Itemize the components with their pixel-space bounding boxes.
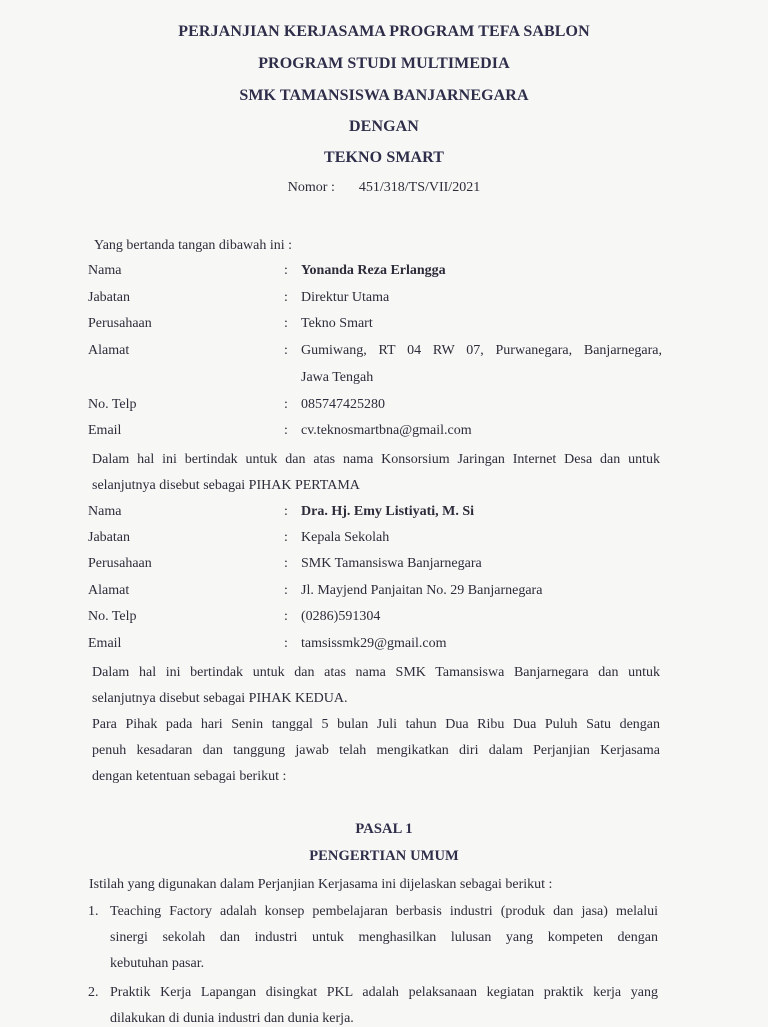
party2-perusahaan: SMK Tamansiswa Banjarnegara — [301, 556, 482, 571]
field-label: Email — [88, 423, 122, 438]
doc-title-line-1: PERJANJIAN KERJASAMA PROGRAM TEFA SABLON — [178, 23, 590, 40]
field-label: Perusahaan — [88, 316, 152, 331]
intro-text: Yang bertanda tangan dibawah ini : — [94, 238, 293, 253]
field-colon: : — [284, 290, 288, 305]
field-colon: : — [284, 343, 288, 358]
list-item-line: Teaching Factory adalah konsep pembelajaran berbasis industri (produk dan jasa) melalui — [110, 904, 658, 919]
field-colon: : — [284, 316, 288, 331]
party1-alamat-row — [88, 343, 688, 363]
field-label: Nama — [88, 263, 122, 278]
party1-email: cv.teknosmartbna@gmail.com — [301, 423, 472, 438]
party1-jabatan: Direktur Utama — [301, 290, 390, 305]
pasal-title: PASAL 1 — [355, 821, 413, 837]
field-label: Jabatan — [88, 530, 130, 545]
party1-nama-row — [88, 263, 688, 283]
field-label: Jabatan — [88, 290, 130, 305]
field-label: Email — [88, 636, 122, 651]
field-label: No. Telp — [88, 397, 137, 412]
party2-nama-row — [88, 504, 688, 524]
party2-telp-row — [88, 609, 688, 629]
doc-title-line-2: PROGRAM STUDI MULTIMEDIA — [258, 55, 510, 72]
party2-alamat-row — [88, 583, 688, 603]
field-colon: : — [284, 504, 288, 519]
field-label: Alamat — [88, 343, 130, 358]
field-colon: : — [284, 423, 288, 438]
party2-statement — [92, 663, 660, 715]
party2-jabatan: Kepala Sekolah — [301, 530, 390, 545]
statement-line: Dalam hal ini bertindak untuk dan atas nama Konsorsium Jaringan Internet Desa dan untuk — [92, 452, 660, 467]
field-colon: : — [284, 530, 288, 545]
party2-telp: (0286)591304 — [301, 609, 381, 624]
party1-statement — [92, 450, 660, 502]
party2-alamat: Jl. Mayjend Panjaitan No. 29 Banjarnegara — [301, 583, 543, 598]
statement-line: Dalam hal ini bertindak untuk dan atas nama SMK Tamansiswa Banjarnegara dan untuk — [92, 665, 660, 680]
party1-alamat-row-2 — [88, 370, 688, 390]
party2-nama: Dra. Hj. Emy Listiyati, M. Si — [301, 504, 475, 519]
agreement-line: dengan ketentuan sebagai berikut : — [92, 769, 287, 784]
field-colon: : — [284, 556, 288, 571]
party2-email-row — [88, 636, 688, 656]
pasal-intro: Istilah yang digunakan dalam Perjanjian Kerjasama ini dijelaskan sebagai berikut : — [89, 877, 553, 892]
field-label: No. Telp — [88, 609, 137, 624]
party1-nama: Yonanda Reza Erlangga — [301, 263, 446, 278]
party1-perusahaan: Tekno Smart — [301, 316, 373, 331]
list-item-number: 2. — [88, 985, 99, 1000]
list-item-line: kebutuhan pasar. — [110, 956, 205, 971]
party1-telp-row — [88, 397, 688, 417]
doc-title-line-5: TEKNO SMART — [323, 149, 445, 166]
doc-title-line-4: DENGAN — [349, 118, 419, 135]
party1-alamat-line-1: Gumiwang, RT 04 RW 07, Purwanegara, Banjarnegara, — [301, 343, 662, 358]
field-label: Perusahaan — [88, 556, 152, 571]
party1-telp: 085747425280 — [301, 397, 385, 412]
field-colon: : — [284, 397, 288, 412]
field-label: Alamat — [88, 583, 130, 598]
party1-perusahaan-row — [88, 316, 688, 336]
list-item-line: Praktik Kerja Lapangan disingkat PKL adalah pelaksanaan kegiatan praktik kerja yang — [110, 985, 658, 1000]
list-item-number: 1. — [88, 904, 99, 919]
field-colon: : — [284, 636, 288, 651]
nomor-label: Nomor : — [287, 180, 335, 195]
doc-title-line-3: SMK TAMANSISWA BANJARNEGARA — [239, 87, 529, 104]
statement-line: selanjutnya disebut sebagai PIHAK PERTAMA — [92, 478, 360, 493]
list-item-line: sinergi sekolah dan industri untuk menghasilkan lulusan yang kompeten dengan — [110, 930, 658, 945]
list-item-line: dilakukan di dunia industri dan dunia kerja. — [110, 1011, 354, 1026]
pasal-subtitle: PENGERTIAN UMUM — [309, 848, 459, 864]
party2-perusahaan-row — [88, 556, 688, 576]
party1-jabatan-row — [88, 290, 688, 310]
party1-email-row — [88, 423, 688, 443]
agreement-line: penuh kesadaran dan tanggung jawab telah mengikatkan diri dalam Perjanjian Kerjasama — [92, 743, 660, 758]
field-label: Nama — [88, 504, 122, 519]
party2-jabatan-row — [88, 530, 688, 550]
nomor-value: 451/318/TS/VII/2021 — [358, 180, 481, 195]
party2-email: tamsissmk29@gmail.com — [301, 636, 447, 651]
agreement-paragraph — [92, 715, 660, 793]
field-colon: : — [284, 263, 288, 278]
statement-line: selanjutnya disebut sebagai PIHAK KEDUA. — [92, 691, 348, 706]
agreement-line: Para Pihak pada hari Senin tanggal 5 bulan Juli tahun Dua Ribu Dua Puluh Satu dengan — [92, 717, 660, 732]
party1-alamat-line-2: Jawa Tengah — [301, 370, 374, 385]
field-colon: : — [284, 583, 288, 598]
document-number — [0, 180, 768, 196]
field-colon: : — [284, 609, 288, 624]
